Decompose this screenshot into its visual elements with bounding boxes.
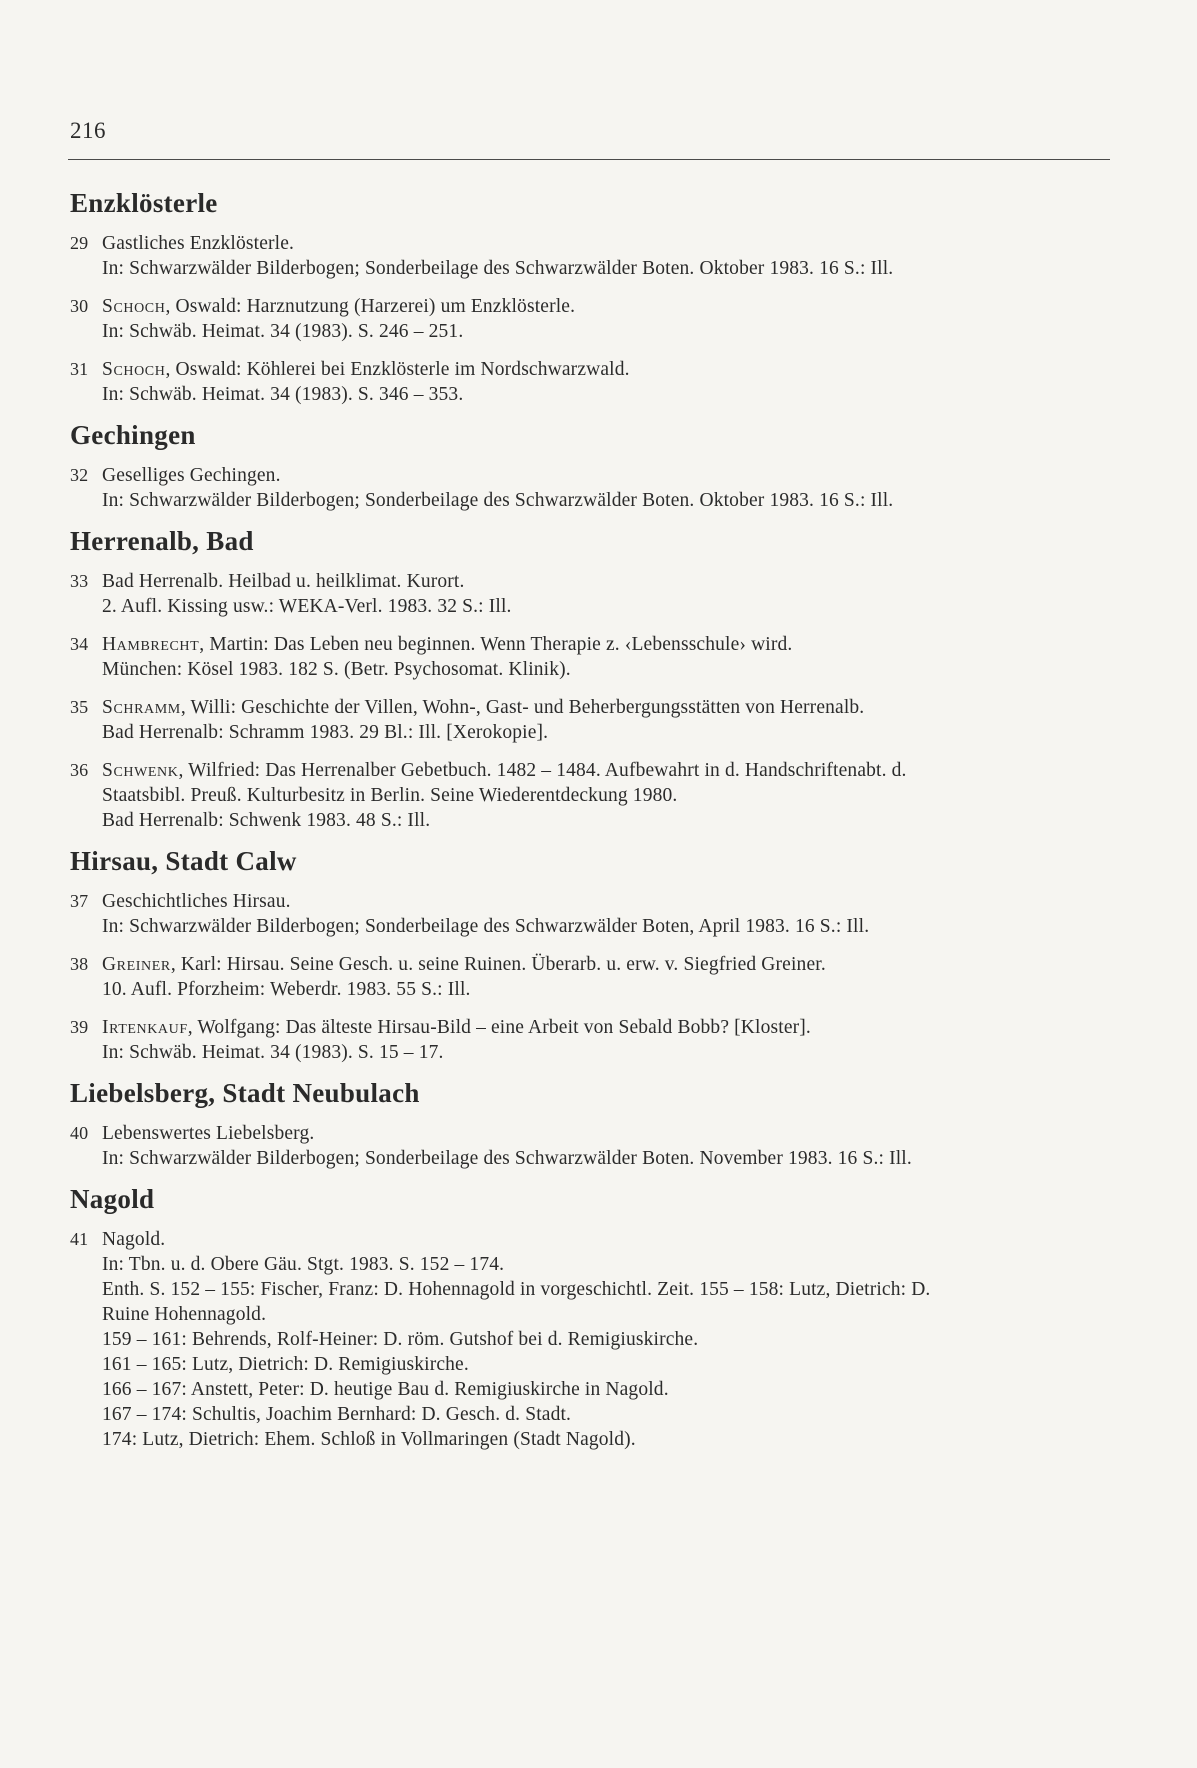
entry-text: In: Schwarzwälder Bilderbogen; Sonderbeilage des Schwarzwälder Boten. Oktober 1983. 16 S.: Ill.: [102, 490, 894, 511]
entry-line: [102, 463, 1120, 488]
entry-text: , Wilfried: Das Herrenalber Gebetbuch. 1482 – 1484. Aufbewahrt in d. Handschriftenabt. d.: [178, 760, 907, 781]
entry-number: 33: [70, 571, 89, 591]
entry-line: [102, 1121, 1120, 1146]
entry-text: , Willi: Geschichte der Villen, Wohn-, Gast- und Beherbergungsstätten von Herrenalb.: [180, 697, 865, 718]
entry-line: [102, 1277, 1120, 1302]
entry-line: [102, 1302, 1120, 1327]
entry-text: Ruine Hohennagold.: [102, 1304, 267, 1325]
entry-number: 35: [70, 697, 89, 717]
entry-line: [102, 569, 1120, 594]
entry-text: Geschichtliches Hirsau.: [102, 891, 291, 912]
entry-text: In: Schwarzwälder Bilderbogen; Sonderbeilage des Schwarzwälder Boten. Oktober 1983. 16 S.: Ill.: [102, 258, 894, 279]
entry-author: Greiner: [102, 954, 171, 975]
entry-text: 167 – 174: Schultis, Joachim Bernhard: D. Gesch. d. Stadt.: [102, 1404, 572, 1425]
entry-line: [102, 1015, 1120, 1040]
bibliography-entry: [70, 357, 1120, 407]
bibliography-entry: [70, 294, 1120, 344]
entry-line: [102, 594, 1120, 619]
entry-line: [102, 808, 1120, 833]
entry-text: Gastliches Enzklösterle.: [102, 233, 295, 254]
section-entries: [70, 463, 1120, 513]
entry-line: [102, 914, 1120, 939]
entry-line: [102, 488, 1120, 513]
section-entries: [70, 1121, 1120, 1171]
section-title: Herrenalb, Bad: [70, 526, 254, 556]
entry-line: [102, 319, 1120, 344]
entry-line: [102, 294, 1120, 319]
entry-text: In: Tbn. u. d. Obere Gäu. Stgt. 1983. S. 152 – 174.: [102, 1254, 505, 1275]
entry-line: [102, 977, 1120, 1002]
entry-line: [102, 1146, 1120, 1171]
entry-line: [102, 1227, 1120, 1252]
entry-line: [102, 783, 1120, 808]
entry-text: , Karl: Hirsau. Seine Gesch. u. seine Ruinen. Überarb. u. erw. v. Siegfried Greiner.: [170, 954, 826, 975]
bibliography-entry: [70, 463, 1120, 513]
entry-line: [102, 889, 1120, 914]
bibliography-entry: [70, 695, 1120, 745]
entry-text: In: Schwäb. Heimat. 34 (1983). S. 246 – 251.: [102, 321, 464, 342]
entry-text: Staatsbibl. Preuß. Kulturbesitz in Berlin. Seine Wiederentdeckung 1980.: [102, 785, 678, 806]
entry-line: [102, 632, 1120, 657]
page-number: 216: [70, 118, 106, 143]
entry-line: [102, 231, 1120, 256]
entry-text: , Martin: Das Leben neu beginnen. Wenn Therapie z. ‹Lebensschule› wird.: [199, 634, 793, 655]
section-title: Enzklösterle: [70, 188, 218, 218]
bibliography-entry: [70, 1121, 1120, 1171]
bibliography-entry: [70, 1227, 1120, 1452]
entry-text: In: Schwäb. Heimat. 34 (1983). S. 346 – 353.: [102, 384, 464, 405]
bibliography-entry: [70, 569, 1120, 619]
entry-text: 166 – 167: Anstett, Peter: D. heutige Bau d. Remigiuskirche in Nagold.: [102, 1379, 669, 1400]
entry-text: , Oswald: Harznutzung (Harzerei) um Enzklösterle.: [165, 296, 576, 317]
entry-text: Geselliges Gechingen.: [102, 465, 281, 486]
entry-line: [102, 1377, 1120, 1402]
entry-text: Bad Herrenalb: Schramm 1983. 29 Bl.: Ill. [Xerokopie].: [102, 722, 549, 743]
bibliography-entry: [70, 231, 1120, 281]
section-title: Liebelsberg, Stadt Neubulach: [70, 1078, 420, 1108]
entry-line: [102, 1040, 1120, 1065]
entry-line: [102, 1352, 1120, 1377]
entry-line: [102, 758, 1120, 783]
section-entries: [70, 569, 1120, 833]
bibliography-entry: [70, 1015, 1120, 1065]
entry-line: [102, 952, 1120, 977]
entry-line: [102, 256, 1120, 281]
entry-text: Bad Herrenalb: Schwenk 1983. 48 S.: Ill.: [102, 810, 431, 831]
entry-text: In: Schwäb. Heimat. 34 (1983). S. 15 – 17.: [102, 1042, 444, 1063]
entry-text: 161 – 165: Lutz, Dietrich: D. Remigiuskirche.: [102, 1354, 469, 1375]
entry-number: 30: [70, 296, 89, 316]
bibliography-entry: [70, 952, 1120, 1002]
entry-text: Nagold.: [102, 1229, 166, 1250]
entry-text: , Oswald: Köhlerei bei Enzklösterle im Nordschwarzwald.: [165, 359, 630, 380]
entry-text: 174: Lutz, Dietrich: Ehem. Schloß in Vollmaringen (Stadt Nagold).: [102, 1429, 636, 1450]
entry-author: Schoch: [102, 296, 166, 317]
entry-line: [102, 657, 1120, 682]
entry-author: Irtenkauf: [102, 1017, 188, 1038]
entry-number: 34: [70, 634, 89, 654]
entry-text: In: Schwarzwälder Bilderbogen; Sonderbeilage des Schwarzwälder Boten, April 1983. 16 S.: Ill.: [102, 916, 870, 937]
entry-number: 29: [70, 233, 89, 253]
entry-line: [102, 1402, 1120, 1427]
header-rule: [68, 159, 1110, 160]
entry-line: [102, 1427, 1120, 1452]
entry-text: , Wolfgang: Das älteste Hirsau-Bild – eine Arbeit von Sebald Bobb? [Kloster].: [187, 1017, 811, 1038]
section-entries: [70, 231, 1120, 407]
entry-author: Schoch: [102, 359, 166, 380]
section-entries: [70, 889, 1120, 1065]
bibliography-entry: [70, 758, 1120, 833]
entry-line: [102, 1327, 1120, 1352]
entry-text: 2. Aufl. Kissing usw.: WEKA-Verl. 1983. 32 S.: Ill.: [102, 596, 512, 617]
section-title: Nagold: [70, 1184, 155, 1214]
entry-text: Bad Herrenalb. Heilbad u. heilklimat. Kurort.: [102, 571, 465, 592]
entry-line: [102, 720, 1120, 745]
entry-text: 10. Aufl. Pforzheim: Weberdr. 1983. 55 S.: Ill.: [102, 979, 471, 1000]
bibliography-entry: [70, 632, 1120, 682]
entry-line: [102, 695, 1120, 720]
entry-number: 31: [70, 359, 89, 379]
entry-line: [102, 357, 1120, 382]
bibliography-content: [70, 188, 1120, 1465]
entry-text: München: Kösel 1983. 182 S. (Betr. Psychosomat. Klinik).: [102, 659, 571, 680]
entry-line: [102, 1252, 1120, 1277]
entry-author: Schramm: [102, 697, 181, 718]
bibliography-entry: [70, 889, 1120, 939]
section-title: Hirsau, Stadt Calw: [70, 846, 297, 876]
section-entries: [70, 1227, 1120, 1452]
entry-text: Enth. S. 152 – 155: Fischer, Franz: D. Hohennagold in vorgeschichtl. Zeit. 155 – 158: Lutz, Dietrich: D.: [102, 1279, 931, 1300]
entry-author: Schwenk: [102, 760, 179, 781]
entry-number: 41: [70, 1229, 89, 1249]
entry-text: In: Schwarzwälder Bilderbogen; Sonderbeilage des Schwarzwälder Boten. November 1983. 16 S.: Ill.: [102, 1148, 912, 1169]
entry-text: Lebenswertes Liebelsberg.: [102, 1123, 315, 1144]
entry-text: 159 – 161: Behrends, Rolf-Heiner: D. röm. Gutshof bei d. Remigiuskirche.: [102, 1329, 699, 1350]
entry-number: 32: [70, 465, 89, 485]
entry-number: 40: [70, 1123, 89, 1143]
entry-author: Hambrecht: [102, 634, 200, 655]
entry-number: 36: [70, 760, 89, 780]
section-title: Gechingen: [70, 420, 196, 450]
entry-number: 37: [70, 891, 89, 911]
entry-line: [102, 382, 1120, 407]
entry-number: 38: [70, 954, 89, 974]
entry-number: 39: [70, 1017, 89, 1037]
